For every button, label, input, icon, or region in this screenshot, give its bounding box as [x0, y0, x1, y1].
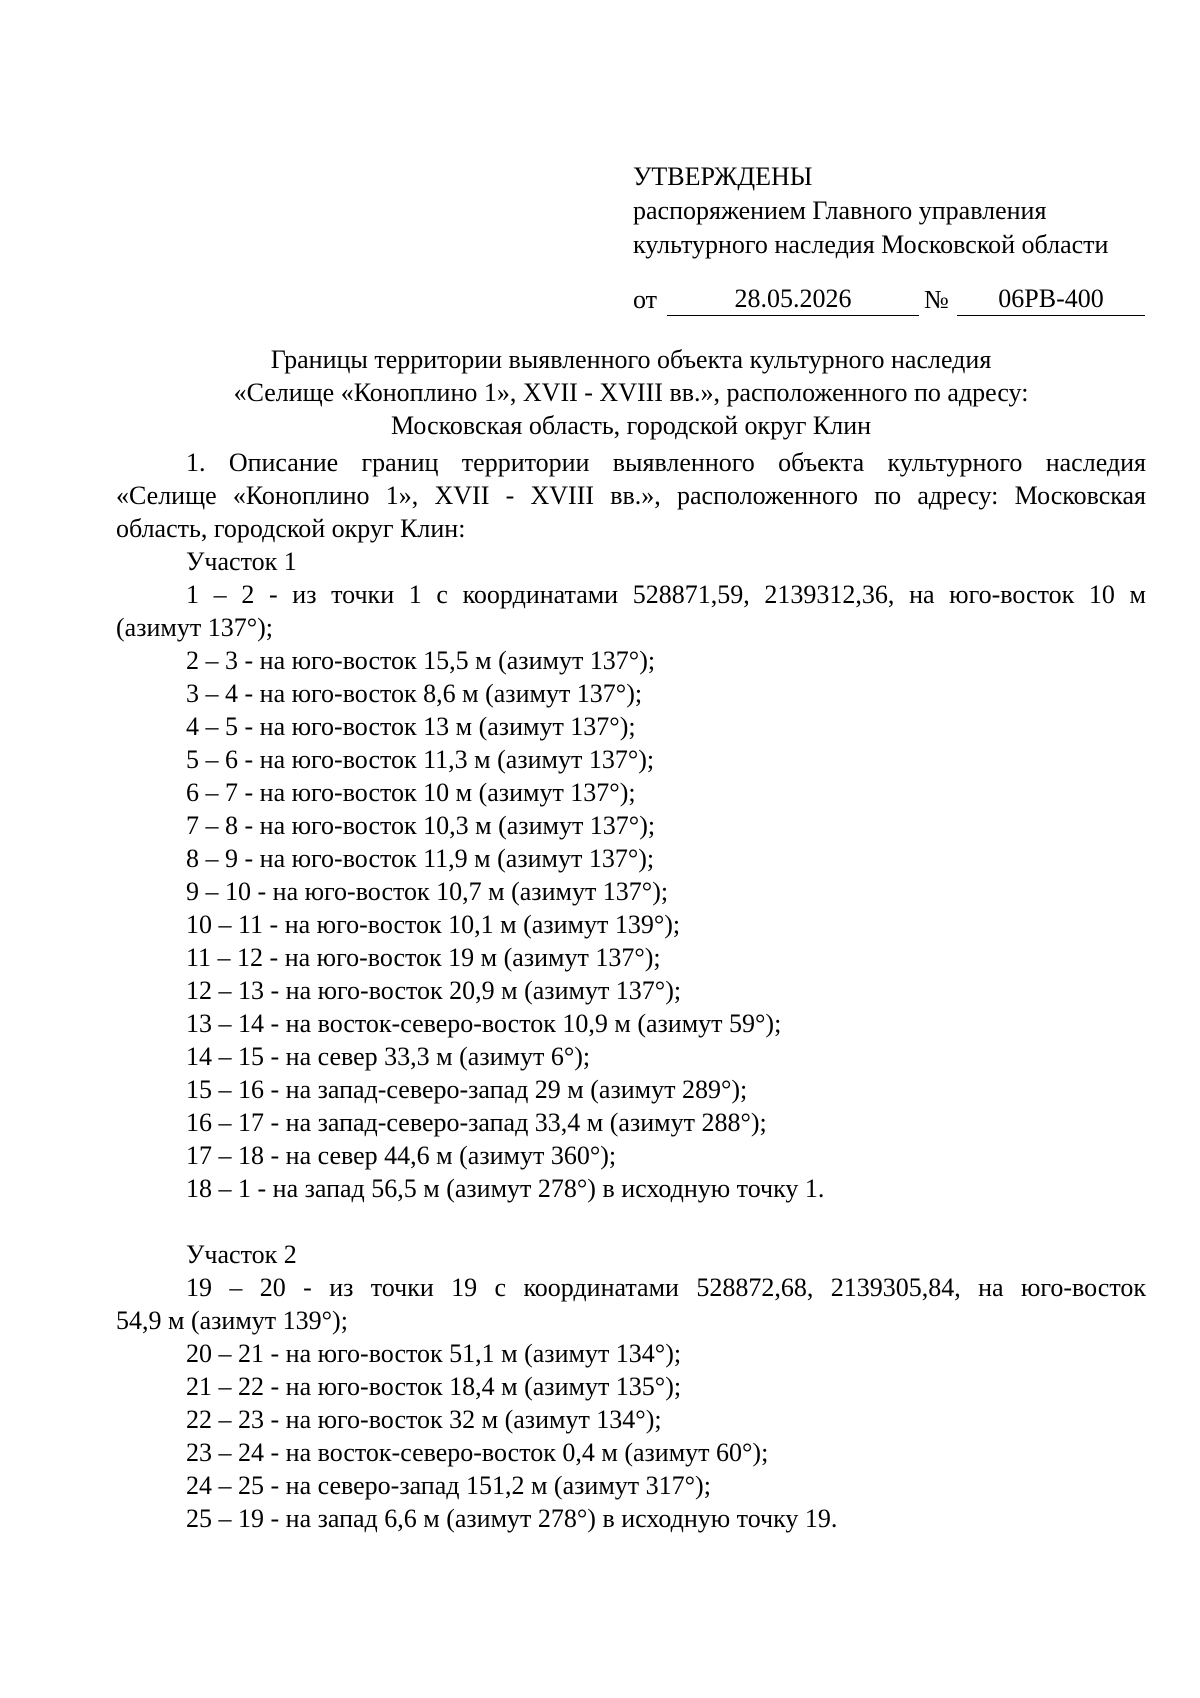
- section-2-heading: Участок 2: [186, 1240, 297, 1269]
- approval-stamp: [633, 160, 1153, 262]
- section-spacer: [116, 1205, 1146, 1238]
- section-2-list: [116, 1337, 1146, 1535]
- list-item: 15 – 16 - на запад-северо-запад 29 м (азимут 289°);: [186, 1075, 748, 1104]
- order-number-field: 06РВ-400: [957, 285, 1145, 316]
- order-date-field: 28.05.2026: [667, 285, 919, 316]
- list-item: 10 – 11 - на юго-восток 10,1 м (азимут 139°);: [186, 910, 681, 939]
- list-item: 8 – 9 - на юго-восток 11,9 м (азимут 137°);: [186, 844, 655, 873]
- list-item: 18 – 1 - на запад 56,5 м (азимут 278°) в исходную точку 1.: [186, 1174, 825, 1203]
- list-item: 14 – 15 - на север 33,3 м (азимут 6°);: [186, 1042, 591, 1071]
- section-2-first-line-2: 54,9 м (азимут 139°);: [116, 1306, 348, 1335]
- list-item: 21 – 22 - на юго-восток 18,4 м (азимут 135°);: [186, 1372, 682, 1401]
- list-item: 17 – 18 - на север 44,6 м (азимут 360°);: [186, 1141, 617, 1170]
- list-item: 20 – 21 - на юго-восток 51,1 м (азимут 134°);: [186, 1339, 682, 1368]
- list-item: 3 – 4 - на юго-восток 8,6 м (азимут 137°);: [186, 679, 643, 708]
- document-body: [116, 446, 1146, 1535]
- approval-heading: УТВЕРЖДЕНЫ: [633, 162, 813, 191]
- intro-line-2: «Селище «Коноплино 1», XVII - XVIII вв.», расположенного по адресу: Московская: [116, 481, 1146, 510]
- list-item: 12 – 13 - на юго-восток 20,9 м (азимут 137°);: [186, 976, 682, 1005]
- list-item: 16 – 17 - на запад-северо-запад 33,4 м (азимут 288°);: [186, 1108, 767, 1137]
- intro-line-1: 1. Описание границ территории выявленного объекта культурного наследия: [186, 448, 1146, 477]
- section-2-first-line-1: 19 – 20 - из точки 19 с координатами 528872,68, 2139305,84, на юго-восток: [186, 1273, 1146, 1302]
- order-date-line: [633, 280, 1153, 316]
- section-1-first-line-2: (азимут 137°);: [116, 613, 273, 642]
- list-item: 7 – 8 - на юго-восток 10,3 м (азимут 137°);: [186, 811, 656, 840]
- title-line-1: Границы территории выявленного объекта культурного наследия: [270, 345, 992, 374]
- list-item: 5 – 6 - на юго-восток 11,3 м (азимут 137°);: [186, 745, 655, 774]
- list-item: 6 – 7 - на юго-восток 10 м (азимут 137°);: [186, 778, 636, 807]
- section-1-list: [116, 644, 1146, 1205]
- title-line-2: «Селище «Коноплино 1», XVII - XVIII вв.», расположенного по адресу:: [233, 378, 1029, 407]
- section-1-first-line-1: 1 – 2 - из точки 1 с координатами 528871,59, 2139312,36, на юго-восток 10 м: [186, 580, 1146, 609]
- approval-line-2: культурного наследия Московской области: [633, 230, 1109, 259]
- approval-line-1: распоряжением Главного управления: [633, 196, 1047, 225]
- list-item: 23 – 24 - на восток-северо-восток 0,4 м (азимут 60°);: [186, 1438, 769, 1467]
- list-item: 13 – 14 - на восток-северо-восток 10,9 м (азимут 59°);: [186, 1009, 782, 1038]
- title-line-3: Московская область, городской округ Клин: [390, 411, 872, 440]
- number-label: №: [924, 285, 949, 314]
- list-item: 9 – 10 - на юго-восток 10,7 м (азимут 137°);: [186, 877, 669, 906]
- from-label: от: [633, 285, 658, 314]
- list-item: 4 – 5 - на юго-восток 13 м (азимут 137°);: [186, 712, 636, 741]
- section-1-heading: Участок 1: [186, 547, 297, 576]
- list-item: 22 – 23 - на юго-восток 32 м (азимут 134°);: [186, 1405, 662, 1434]
- list-item: 25 – 19 - на запад 6,6 м (азимут 278°) в исходную точку 19.: [186, 1504, 838, 1533]
- list-item: 11 – 12 - на юго-восток 19 м (азимут 137°);: [186, 943, 661, 972]
- list-item: 2 – 3 - на юго-восток 15,5 м (азимут 137°);: [186, 646, 656, 675]
- intro-line-3: область, городской округ Клин:: [116, 514, 466, 543]
- list-item: 24 – 25 - на северо-запад 151,2 м (азимут 317°);: [186, 1471, 711, 1500]
- document-title: [116, 343, 1146, 442]
